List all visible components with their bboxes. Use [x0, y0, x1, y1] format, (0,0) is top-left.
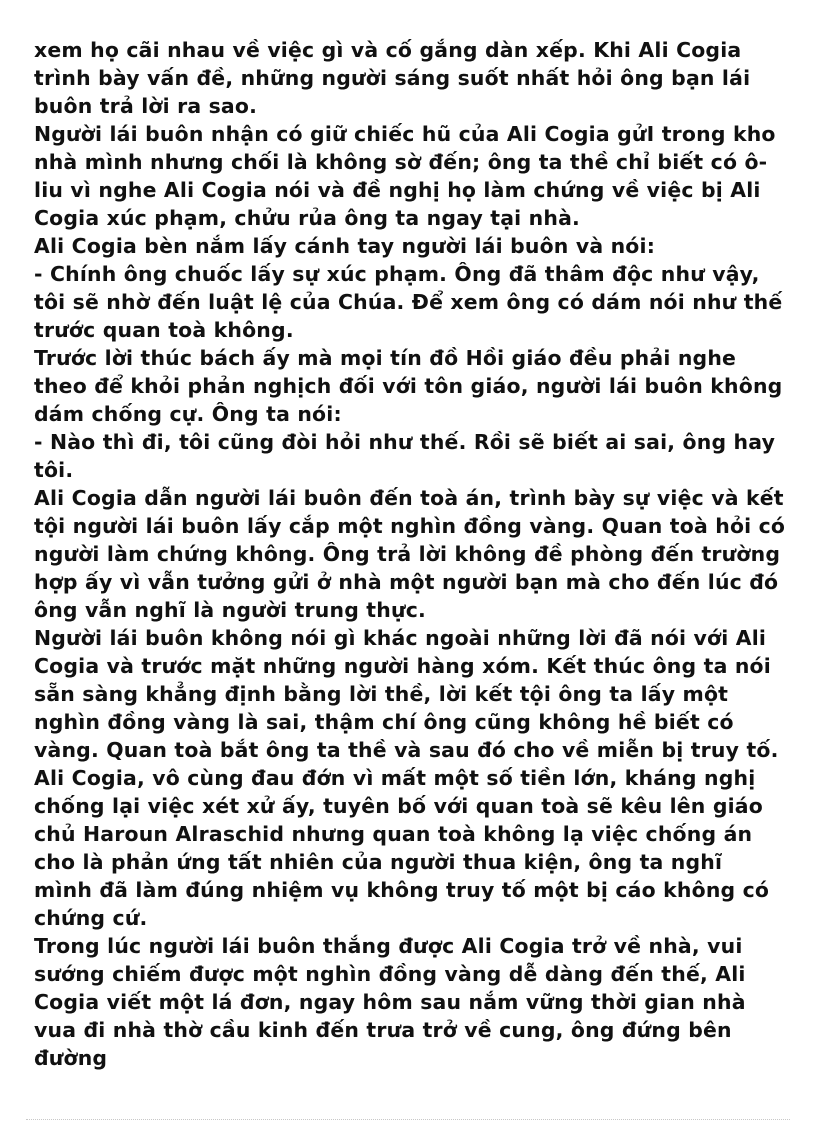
paragraph-2: Người lái buôn nhận có giữ chiếc hũ của Ali Cogia gửI trong kho nhà mình nhưng chối là không sờ đến; ông ta thề chỉ biết có ô-liu vì nghe Ali Cogia nói và đề nghị họ làm chứng về việc bị Ali Cogia xúc phạm, chửu rủa ông ta ngay tại nhà. — [34, 122, 776, 230]
paragraph-6: - Nào thì đi, tôi cũng đòi hỏi như thế. Rồi sẽ biết ai sai, ông hay tôi. — [34, 430, 776, 482]
paragraph-5: Trước lời thúc bách ấy mà mọi tín đồ Hồi giáo đều phải nghe theo để khỏi phản nghịch đối với tôn giáo, người lái buôn không dám chống cự. Ông ta nói: — [34, 346, 783, 426]
paragraph-9: Ali Cogia, vô cùng đau đớn vì mất một số tiền lớn, kháng nghị chống lại việc xét xử ấy, tuyên bố với quan toà sẽ kêu lên giáo chủ Haroun Alraschid nhưng quan toà không lạ việc chống án cho là phản ứng tất nhiên của người thua kiện, ông ta nghĩ mình đã làm đúng nhiệm vụ không truy tố một bị cáo không có chứng cứ. — [34, 766, 770, 930]
paragraph-10: Trong lúc người lái buôn thắng được Ali Cogia trở về nhà, vui sướng chiếm được một nghìn đồng vàng dễ dàng đến thế, Ali Cogia viết một lá đơn, ngay hôm sau nắm vững thời gian nhà vua đi nhà thờ cầu kinh đến trưa trở về cung, ông đứng bên đường — [34, 934, 746, 1070]
paragraph-4: - Chính ông chuốc lấy sự xúc phạm. Ông đã thâm độc như vậy, tôi sẽ nhờ đến luật lệ của Chúa. Để xem ông có dám nói như thế trước quan toà không. — [34, 262, 783, 342]
paragraph-7: Ali Cogia dẫn người lái buôn đến toà án, trình bày sự việc và kết tội người lái buôn lấy cắp một nghìn đồng vàng. Quan toà hỏi có người làm chứng không. Ông trả lời không đề phòng đến trường hợp ấy vì vẫn tưởng gửi ở nhà một người bạn mà cho đến lúc đó ông vẫn nghĩ là người trung thực. — [34, 486, 786, 622]
paragraph-8: Người lái buôn không nói gì khác ngoài những lời đã nói với Ali Cogia và trước mặt những người hàng xóm. Kết thúc ông ta nói sẵn sàng khẳng định bằng lời thề, lời kết tội ông ta lấy một nghìn đồng vàng là sai, thậm chí ông cũng không hề biết có vàng. Quan toà bắt ông ta thề và sau đó cho về miễn bị truy tố. — [34, 626, 779, 762]
paragraph-3: Ali Cogia bèn nắm lấy cánh tay người lái buôn và nói: — [34, 234, 656, 258]
document-body — [34, 36, 786, 1072]
paragraph-1: xem họ cãi nhau về việc gì và cố gắng dàn xếp. Khi Ali Cogia trình bày vấn đề, những người sáng suốt nhất hỏi ông bạn lái buôn trả lời ra sao. — [34, 38, 751, 118]
page-bottom-rule — [26, 1119, 790, 1120]
